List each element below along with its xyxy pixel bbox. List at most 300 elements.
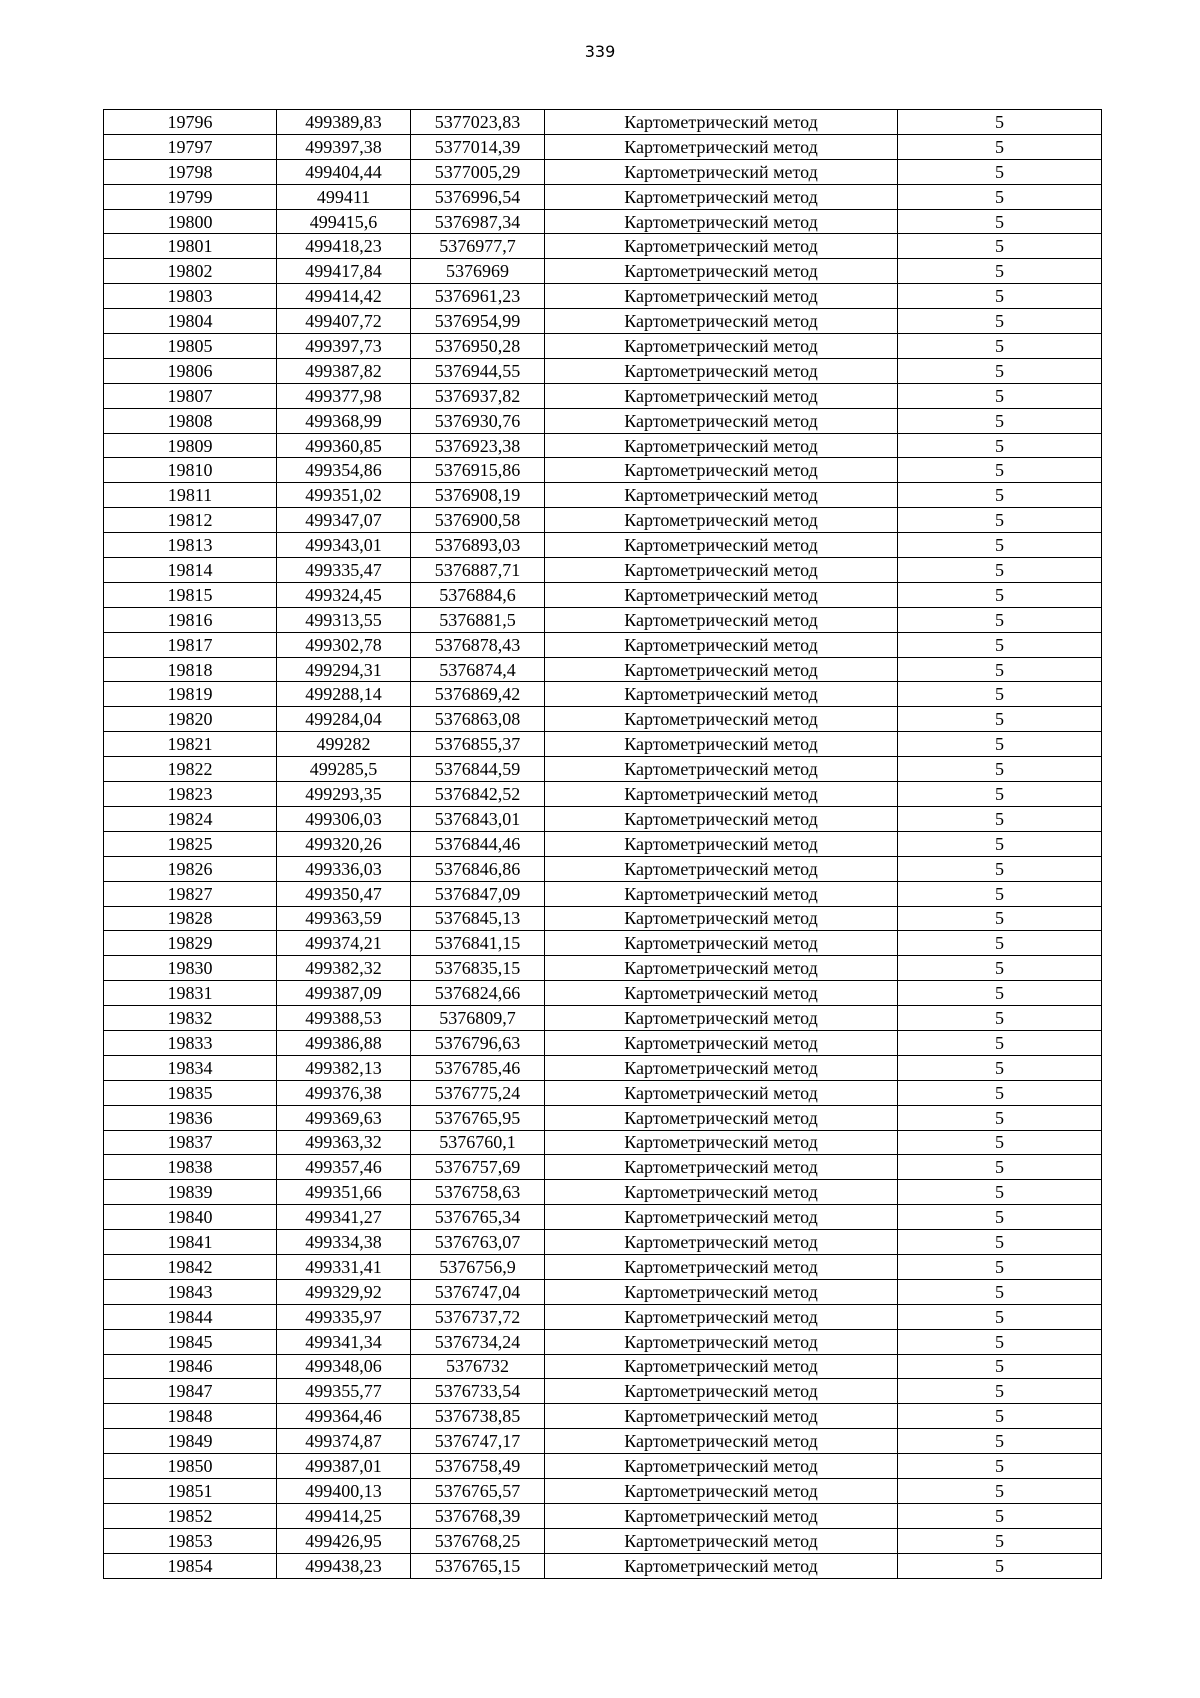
method-cell: Картометрический метод [545, 1006, 898, 1031]
accuracy-cell: 5 [898, 881, 1102, 906]
coordinates-table-body [104, 110, 1102, 1579]
point-number-cell: 19854 [104, 1553, 277, 1578]
y-coordinate-cell: 5376765,34 [411, 1205, 545, 1230]
table-row [104, 1279, 1102, 1304]
table-row [104, 757, 1102, 782]
page-number: 339 [584, 42, 616, 61]
table-row [104, 483, 1102, 508]
table-row [104, 159, 1102, 184]
accuracy-cell: 5 [898, 607, 1102, 632]
table-row [104, 981, 1102, 1006]
accuracy-cell: 5 [898, 782, 1102, 807]
x-coordinate-cell: 499335,47 [277, 558, 411, 583]
y-coordinate-cell: 5376855,37 [411, 732, 545, 757]
point-number-cell: 19809 [104, 433, 277, 458]
x-coordinate-cell: 499387,01 [277, 1454, 411, 1479]
x-coordinate-cell: 499357,46 [277, 1155, 411, 1180]
point-number-cell: 19852 [104, 1503, 277, 1528]
point-number-cell: 19831 [104, 981, 277, 1006]
table-row [104, 184, 1102, 209]
y-coordinate-cell: 5377005,29 [411, 159, 545, 184]
y-coordinate-cell: 5376737,72 [411, 1304, 545, 1329]
y-coordinate-cell: 5377023,83 [411, 110, 545, 135]
table-row [104, 209, 1102, 234]
accuracy-cell: 5 [898, 408, 1102, 433]
point-number-cell: 19844 [104, 1304, 277, 1329]
point-number-cell: 19819 [104, 682, 277, 707]
method-cell: Картометрический метод [545, 259, 898, 284]
y-coordinate-cell: 5376869,42 [411, 682, 545, 707]
point-number-cell: 19853 [104, 1528, 277, 1553]
point-number-cell: 19836 [104, 1105, 277, 1130]
accuracy-cell: 5 [898, 284, 1102, 309]
x-coordinate-cell: 499302,78 [277, 632, 411, 657]
x-coordinate-cell: 499288,14 [277, 682, 411, 707]
accuracy-cell: 5 [898, 632, 1102, 657]
y-coordinate-cell: 5376738,85 [411, 1404, 545, 1429]
y-coordinate-cell: 5376881,5 [411, 607, 545, 632]
table-row [104, 1155, 1102, 1180]
y-coordinate-cell: 5376785,46 [411, 1055, 545, 1080]
y-coordinate-cell: 5376758,49 [411, 1454, 545, 1479]
accuracy-cell: 5 [898, 1454, 1102, 1479]
y-coordinate-cell: 5376887,71 [411, 558, 545, 583]
y-coordinate-cell: 5376765,15 [411, 1553, 545, 1578]
point-number-cell: 19811 [104, 483, 277, 508]
y-coordinate-cell: 5376732 [411, 1354, 545, 1379]
point-number-cell: 19820 [104, 707, 277, 732]
accuracy-cell: 5 [898, 1130, 1102, 1155]
coordinates-table [103, 109, 1102, 1579]
point-number-cell: 19826 [104, 856, 277, 881]
point-number-cell: 19846 [104, 1354, 277, 1379]
method-cell: Картометрический метод [545, 582, 898, 607]
x-coordinate-cell: 499387,09 [277, 981, 411, 1006]
x-coordinate-cell: 499350,47 [277, 881, 411, 906]
accuracy-cell: 5 [898, 159, 1102, 184]
y-coordinate-cell: 5376757,69 [411, 1155, 545, 1180]
method-cell: Картометрический метод [545, 1354, 898, 1379]
accuracy-cell: 5 [898, 358, 1102, 383]
accuracy-cell: 5 [898, 856, 1102, 881]
table-row [104, 806, 1102, 831]
accuracy-cell: 5 [898, 234, 1102, 259]
accuracy-cell: 5 [898, 1180, 1102, 1205]
table-row [104, 284, 1102, 309]
x-coordinate-cell: 499438,23 [277, 1553, 411, 1578]
method-cell: Картометрический метод [545, 134, 898, 159]
method-cell: Картометрический метод [545, 1030, 898, 1055]
accuracy-cell: 5 [898, 906, 1102, 931]
x-coordinate-cell: 499407,72 [277, 309, 411, 334]
accuracy-cell: 5 [898, 1503, 1102, 1528]
method-cell: Картометрический метод [545, 831, 898, 856]
method-cell: Картометрический метод [545, 234, 898, 259]
table-row [104, 1055, 1102, 1080]
y-coordinate-cell: 5376824,66 [411, 981, 545, 1006]
x-coordinate-cell: 499354,86 [277, 458, 411, 483]
method-cell: Картометрический метод [545, 1304, 898, 1329]
y-coordinate-cell: 5376734,24 [411, 1329, 545, 1354]
method-cell: Картометрический метод [545, 508, 898, 533]
method-cell: Картометрический метод [545, 110, 898, 135]
x-coordinate-cell: 499347,07 [277, 508, 411, 533]
point-number-cell: 19805 [104, 334, 277, 359]
method-cell: Картометрический метод [545, 607, 898, 632]
point-number-cell: 19848 [104, 1404, 277, 1429]
point-number-cell: 19843 [104, 1279, 277, 1304]
point-number-cell: 19838 [104, 1155, 277, 1180]
x-coordinate-cell: 499355,77 [277, 1379, 411, 1404]
accuracy-cell: 5 [898, 806, 1102, 831]
table-row [104, 1329, 1102, 1354]
x-coordinate-cell: 499360,85 [277, 433, 411, 458]
accuracy-cell: 5 [898, 1553, 1102, 1578]
accuracy-cell: 5 [898, 309, 1102, 334]
method-cell: Картометрический метод [545, 558, 898, 583]
method-cell: Картометрический метод [545, 1329, 898, 1354]
point-number-cell: 19851 [104, 1478, 277, 1503]
accuracy-cell: 5 [898, 1329, 1102, 1354]
x-coordinate-cell: 499414,42 [277, 284, 411, 309]
accuracy-cell: 5 [898, 1279, 1102, 1304]
y-coordinate-cell: 5376843,01 [411, 806, 545, 831]
accuracy-cell: 5 [898, 831, 1102, 856]
point-number-cell: 19796 [104, 110, 277, 135]
x-coordinate-cell: 499285,5 [277, 757, 411, 782]
method-cell: Картометрический метод [545, 856, 898, 881]
method-cell: Картометрический метод [545, 632, 898, 657]
method-cell: Картометрический метод [545, 334, 898, 359]
x-coordinate-cell: 499400,13 [277, 1478, 411, 1503]
point-number-cell: 19850 [104, 1454, 277, 1479]
method-cell: Картометрический метод [545, 383, 898, 408]
table-row [104, 707, 1102, 732]
point-number-cell: 19810 [104, 458, 277, 483]
point-number-cell: 19847 [104, 1379, 277, 1404]
y-coordinate-cell: 5376977,7 [411, 234, 545, 259]
method-cell: Картометрический метод [545, 881, 898, 906]
x-coordinate-cell: 499324,45 [277, 582, 411, 607]
point-number-cell: 19803 [104, 284, 277, 309]
table-row [104, 558, 1102, 583]
x-coordinate-cell: 499382,32 [277, 956, 411, 981]
point-number-cell: 19799 [104, 184, 277, 209]
method-cell: Картометрический метод [545, 1230, 898, 1255]
y-coordinate-cell: 5376923,38 [411, 433, 545, 458]
point-number-cell: 19835 [104, 1080, 277, 1105]
y-coordinate-cell: 5376884,6 [411, 582, 545, 607]
table-row [104, 259, 1102, 284]
y-coordinate-cell: 5376747,04 [411, 1279, 545, 1304]
table-row [104, 682, 1102, 707]
table-row [104, 458, 1102, 483]
method-cell: Картометрический метод [545, 209, 898, 234]
point-number-cell: 19817 [104, 632, 277, 657]
y-coordinate-cell: 5376900,58 [411, 508, 545, 533]
table-row [104, 856, 1102, 881]
x-coordinate-cell: 499376,38 [277, 1080, 411, 1105]
point-number-cell: 19825 [104, 831, 277, 856]
table-row [104, 134, 1102, 159]
y-coordinate-cell: 5376758,63 [411, 1180, 545, 1205]
method-cell: Картометрический метод [545, 732, 898, 757]
accuracy-cell: 5 [898, 931, 1102, 956]
x-coordinate-cell: 499335,97 [277, 1304, 411, 1329]
y-coordinate-cell: 5376930,76 [411, 408, 545, 433]
accuracy-cell: 5 [898, 383, 1102, 408]
table-row [104, 1030, 1102, 1055]
y-coordinate-cell: 5376845,13 [411, 906, 545, 931]
x-coordinate-cell: 499313,55 [277, 607, 411, 632]
table-row [104, 1404, 1102, 1429]
method-cell: Картометрический метод [545, 1478, 898, 1503]
point-number-cell: 19832 [104, 1006, 277, 1031]
table-row [104, 110, 1102, 135]
x-coordinate-cell: 499374,87 [277, 1429, 411, 1454]
y-coordinate-cell: 5376950,28 [411, 334, 545, 359]
accuracy-cell: 5 [898, 334, 1102, 359]
point-number-cell: 19833 [104, 1030, 277, 1055]
x-coordinate-cell: 499369,63 [277, 1105, 411, 1130]
table-row [104, 533, 1102, 558]
accuracy-cell: 5 [898, 1528, 1102, 1553]
method-cell: Картометрический метод [545, 458, 898, 483]
y-coordinate-cell: 5376915,86 [411, 458, 545, 483]
table-row [104, 1454, 1102, 1479]
method-cell: Картометрический метод [545, 1503, 898, 1528]
method-cell: Картометрический метод [545, 806, 898, 831]
y-coordinate-cell: 5376893,03 [411, 533, 545, 558]
y-coordinate-cell: 5376844,59 [411, 757, 545, 782]
x-coordinate-cell: 499397,38 [277, 134, 411, 159]
point-number-cell: 19807 [104, 383, 277, 408]
method-cell: Картометрический метод [545, 1105, 898, 1130]
accuracy-cell: 5 [898, 1205, 1102, 1230]
x-coordinate-cell: 499414,25 [277, 1503, 411, 1528]
x-coordinate-cell: 499334,38 [277, 1230, 411, 1255]
x-coordinate-cell: 499336,03 [277, 856, 411, 881]
x-coordinate-cell: 499331,41 [277, 1254, 411, 1279]
x-coordinate-cell: 499363,32 [277, 1130, 411, 1155]
method-cell: Картометрический метод [545, 1055, 898, 1080]
method-cell: Картометрический метод [545, 358, 898, 383]
table-row [104, 1105, 1102, 1130]
y-coordinate-cell: 5376756,9 [411, 1254, 545, 1279]
accuracy-cell: 5 [898, 1105, 1102, 1130]
accuracy-cell: 5 [898, 558, 1102, 583]
accuracy-cell: 5 [898, 1478, 1102, 1503]
method-cell: Картометрический метод [545, 906, 898, 931]
table-row [104, 1254, 1102, 1279]
accuracy-cell: 5 [898, 508, 1102, 533]
point-number-cell: 19818 [104, 657, 277, 682]
point-number-cell: 19830 [104, 956, 277, 981]
accuracy-cell: 5 [898, 1404, 1102, 1429]
accuracy-cell: 5 [898, 956, 1102, 981]
method-cell: Картометрический метод [545, 309, 898, 334]
point-number-cell: 19842 [104, 1254, 277, 1279]
point-number-cell: 19829 [104, 931, 277, 956]
accuracy-cell: 5 [898, 1379, 1102, 1404]
accuracy-cell: 5 [898, 582, 1102, 607]
table-row [104, 632, 1102, 657]
table-row [104, 931, 1102, 956]
y-coordinate-cell: 5376765,57 [411, 1478, 545, 1503]
point-number-cell: 19840 [104, 1205, 277, 1230]
accuracy-cell: 5 [898, 533, 1102, 558]
point-number-cell: 19841 [104, 1230, 277, 1255]
method-cell: Картометрический метод [545, 1528, 898, 1553]
point-number-cell: 19802 [104, 259, 277, 284]
method-cell: Картометрический метод [545, 1404, 898, 1429]
x-coordinate-cell: 499306,03 [277, 806, 411, 831]
point-number-cell: 19834 [104, 1055, 277, 1080]
y-coordinate-cell: 5376841,15 [411, 931, 545, 956]
x-coordinate-cell: 499418,23 [277, 234, 411, 259]
y-coordinate-cell: 5376768,25 [411, 1528, 545, 1553]
x-coordinate-cell: 499284,04 [277, 707, 411, 732]
point-number-cell: 19822 [104, 757, 277, 782]
table-row [104, 383, 1102, 408]
table-row [104, 831, 1102, 856]
method-cell: Картометрический метод [545, 184, 898, 209]
x-coordinate-cell: 499341,34 [277, 1329, 411, 1354]
y-coordinate-cell: 5376954,99 [411, 309, 545, 334]
accuracy-cell: 5 [898, 209, 1102, 234]
accuracy-cell: 5 [898, 110, 1102, 135]
x-coordinate-cell: 499417,84 [277, 259, 411, 284]
table-row [104, 1379, 1102, 1404]
y-coordinate-cell: 5376768,39 [411, 1503, 545, 1528]
method-cell: Картометрический метод [545, 1553, 898, 1578]
y-coordinate-cell: 5376844,46 [411, 831, 545, 856]
y-coordinate-cell: 5376763,07 [411, 1230, 545, 1255]
point-number-cell: 19806 [104, 358, 277, 383]
y-coordinate-cell: 5376796,63 [411, 1030, 545, 1055]
y-coordinate-cell: 5376944,55 [411, 358, 545, 383]
x-coordinate-cell: 499389,83 [277, 110, 411, 135]
x-coordinate-cell: 499397,73 [277, 334, 411, 359]
method-cell: Картометрический метод [545, 707, 898, 732]
point-number-cell: 19801 [104, 234, 277, 259]
accuracy-cell: 5 [898, 707, 1102, 732]
method-cell: Картометрический метод [545, 1205, 898, 1230]
accuracy-cell: 5 [898, 458, 1102, 483]
table-row [104, 234, 1102, 259]
method-cell: Картометрический метод [545, 657, 898, 682]
method-cell: Картометрический метод [545, 782, 898, 807]
y-coordinate-cell: 5376987,34 [411, 209, 545, 234]
x-coordinate-cell: 499386,88 [277, 1030, 411, 1055]
point-number-cell: 19839 [104, 1180, 277, 1205]
x-coordinate-cell: 499282 [277, 732, 411, 757]
table-row [104, 1354, 1102, 1379]
point-number-cell: 19815 [104, 582, 277, 607]
y-coordinate-cell: 5376863,08 [411, 707, 545, 732]
x-coordinate-cell: 499341,27 [277, 1205, 411, 1230]
accuracy-cell: 5 [898, 1304, 1102, 1329]
x-coordinate-cell: 499351,66 [277, 1180, 411, 1205]
table-row [104, 657, 1102, 682]
table-row [104, 1429, 1102, 1454]
x-coordinate-cell: 499387,82 [277, 358, 411, 383]
table-row [104, 582, 1102, 607]
table-row [104, 881, 1102, 906]
table-row [104, 782, 1102, 807]
accuracy-cell: 5 [898, 433, 1102, 458]
x-coordinate-cell: 499293,35 [277, 782, 411, 807]
y-coordinate-cell: 5376961,23 [411, 284, 545, 309]
point-number-cell: 19837 [104, 1130, 277, 1155]
accuracy-cell: 5 [898, 184, 1102, 209]
method-cell: Картометрический метод [545, 408, 898, 433]
y-coordinate-cell: 5376874,4 [411, 657, 545, 682]
point-number-cell: 19849 [104, 1429, 277, 1454]
accuracy-cell: 5 [898, 1030, 1102, 1055]
table-row [104, 1304, 1102, 1329]
table-row [104, 1205, 1102, 1230]
accuracy-cell: 5 [898, 682, 1102, 707]
method-cell: Картометрический метод [545, 1254, 898, 1279]
x-coordinate-cell: 499388,53 [277, 1006, 411, 1031]
table-row [104, 906, 1102, 931]
method-cell: Картометрический метод [545, 1180, 898, 1205]
y-coordinate-cell: 5376835,15 [411, 956, 545, 981]
point-number-cell: 19824 [104, 806, 277, 831]
y-coordinate-cell: 5376747,17 [411, 1429, 545, 1454]
method-cell: Картометрический метод [545, 1279, 898, 1304]
point-number-cell: 19804 [104, 309, 277, 334]
point-number-cell: 19828 [104, 906, 277, 931]
y-coordinate-cell: 5377014,39 [411, 134, 545, 159]
table-row [104, 433, 1102, 458]
table-row [104, 408, 1102, 433]
point-number-cell: 19814 [104, 558, 277, 583]
y-coordinate-cell: 5376937,82 [411, 383, 545, 408]
accuracy-cell: 5 [898, 1080, 1102, 1105]
accuracy-cell: 5 [898, 1006, 1102, 1031]
y-coordinate-cell: 5376842,52 [411, 782, 545, 807]
method-cell: Картометрический метод [545, 1155, 898, 1180]
table-row [104, 732, 1102, 757]
x-coordinate-cell: 499348,06 [277, 1354, 411, 1379]
point-number-cell: 19827 [104, 881, 277, 906]
y-coordinate-cell: 5376847,09 [411, 881, 545, 906]
accuracy-cell: 5 [898, 981, 1102, 1006]
method-cell: Картометрический метод [545, 483, 898, 508]
y-coordinate-cell: 5376846,86 [411, 856, 545, 881]
accuracy-cell: 5 [898, 1155, 1102, 1180]
x-coordinate-cell: 499320,26 [277, 831, 411, 856]
x-coordinate-cell: 499364,46 [277, 1404, 411, 1429]
point-number-cell: 19800 [104, 209, 277, 234]
point-number-cell: 19823 [104, 782, 277, 807]
point-number-cell: 19813 [104, 533, 277, 558]
point-number-cell: 19812 [104, 508, 277, 533]
table-row [104, 309, 1102, 334]
method-cell: Картометрический метод [545, 682, 898, 707]
y-coordinate-cell: 5376809,7 [411, 1006, 545, 1031]
accuracy-cell: 5 [898, 757, 1102, 782]
method-cell: Картометрический метод [545, 981, 898, 1006]
x-coordinate-cell: 499404,44 [277, 159, 411, 184]
x-coordinate-cell: 499426,95 [277, 1528, 411, 1553]
y-coordinate-cell: 5376733,54 [411, 1379, 545, 1404]
method-cell: Картометрический метод [545, 1454, 898, 1479]
table-row [104, 1006, 1102, 1031]
method-cell: Картометрический метод [545, 931, 898, 956]
